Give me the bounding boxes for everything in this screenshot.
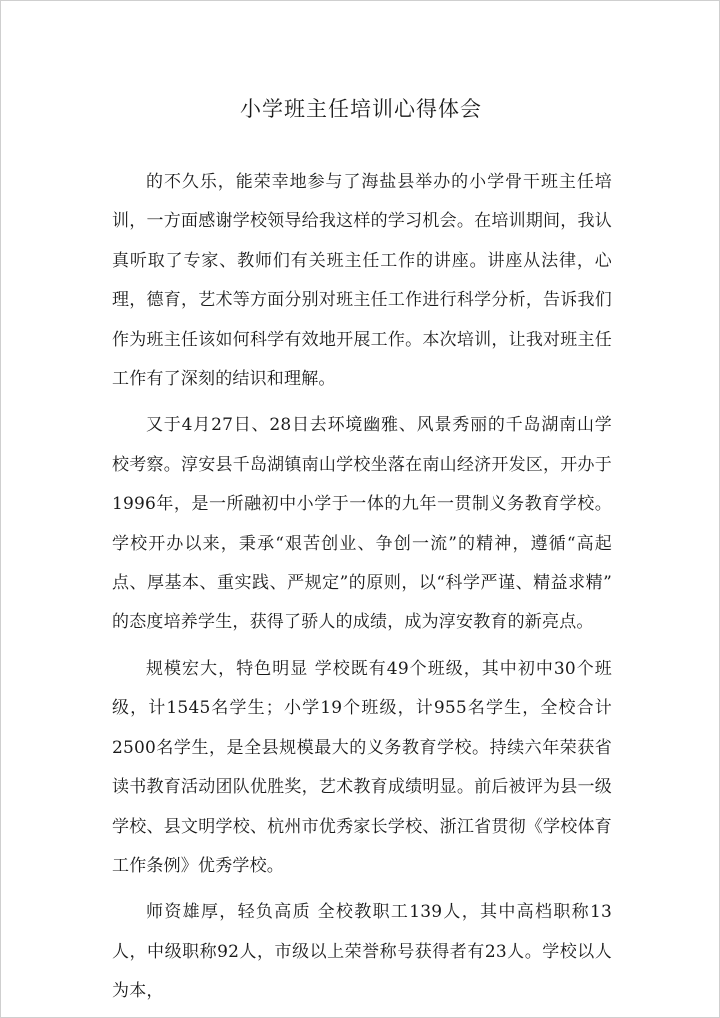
paragraph-nanshan-visit: 又于4月27日、28日去环境幽雅、风景秀丽的千岛湖南山学校考察。淳安县千岛湖镇南山学校坐落在南山经济开发区，开办于1996年，是一所融初中小学于一体的九年一贯制义务教育学校。学校开办以来，秉承“艰苦创业、争创一流”的精神，遵循“高起点、厚基本、重实践、严规定”的原则，以“科学严谨、精益求精” 的态度培养学生，获得了骄人的成绩，成为淳安教育的新亮点。 — [112, 415, 612, 633]
document-body — [112, 163, 612, 1018]
paragraph-school-scale: 规模宏大，特色明显 学校既有49个班级，其中初中30个班级，计1545名学生；小学19个班级，计955名学生，全校合计2500名学生，是全县规模最大的义务教育学校。持续六年荣获省读书教育活动团队优胜奖，艺术教育成绩明显。前后被评为县一级学校、县文明学校、杭州市优秀家长学校、浙江省贯彻《学校体育工作条例》优秀学校。 — [112, 658, 612, 876]
paragraph-faculty: 师资雄厚，轻负高质 全校教职工139人，其中高档职称13人，中级职称92人，市级以上荣誉称号获得者有23人。学校以人为本， — [112, 902, 612, 1002]
paragraph-training-intro: 的不久乐，能荣幸地参与了海盐县举办的小学骨干班主任培训，一方面感谢学校领导给我这样的学习机会。在培训期间，我认真听取了专家、教师们有关班主任工作的讲座。讲座从法律，心理，德育，艺术等方面分别对班主任工作进行科学分析，告诉我们作为班主任该如何科学有效地开展工作。本次培训，让我对班主任工作有了深刻的结识和理解。 — [112, 172, 612, 390]
document-title: 小学班主任培训心得体会 — [240, 97, 482, 121]
